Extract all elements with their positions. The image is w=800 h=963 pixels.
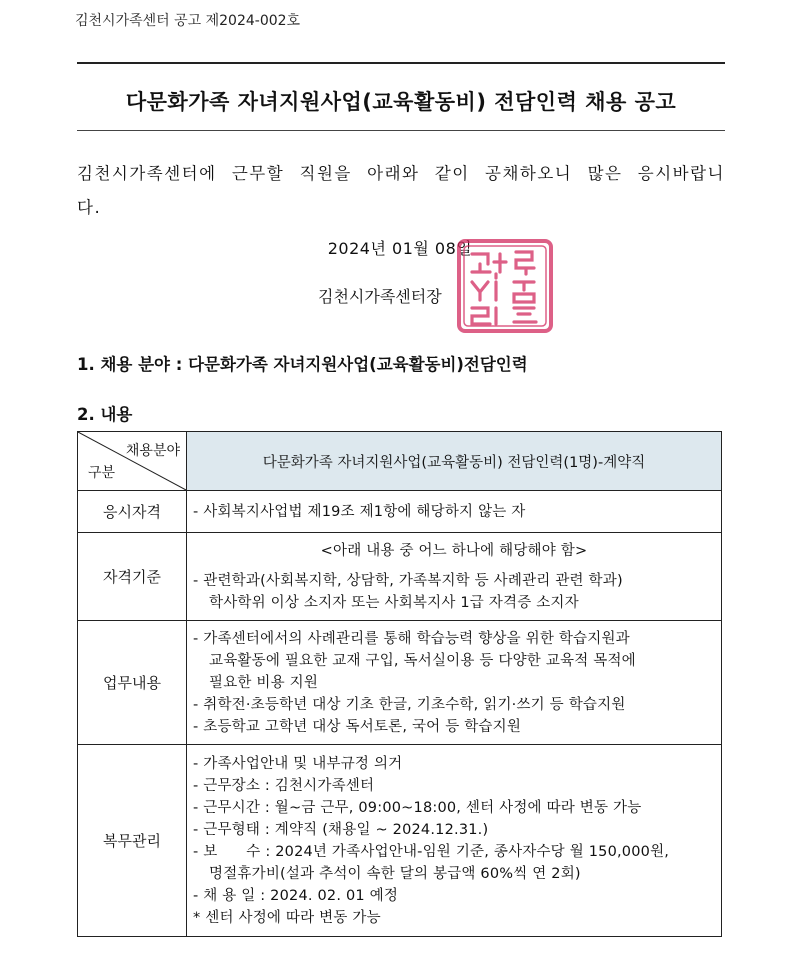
row-label: 복무관리: [78, 745, 187, 937]
section-2-heading: 2. 내용: [77, 405, 133, 424]
notice-date: 2024년 01월 08일: [327, 239, 473, 258]
title-bottom-rule: [77, 130, 725, 131]
content-line: 교육활동에 필요한 교재 구입, 독서실이용 등 다양한 교육적 목적에: [209, 652, 636, 669]
recruitment-table: [77, 431, 722, 937]
header-title-cell: 다문화가족 자녀지원사업(교육활동비) 전담인력(1명)-계약직: [187, 432, 722, 491]
content-line: - 근무시간 : 월~금 근무, 09:00~18:00, 센터 사정에 따라 변동 가능: [193, 799, 642, 816]
row-label: 자격기준: [78, 533, 187, 621]
content-line: 필요한 비용 지원: [209, 674, 319, 691]
document-title: 다문화가족 자녀지원사업(교육활동비) 전담인력 채용 공고: [125, 90, 677, 114]
section-1-heading: 1. 채용 분야 : 다문화가족 자녀지원사업(교육활동비)전담인력: [77, 355, 528, 374]
table-row: [78, 621, 722, 745]
row-label: 업무내용: [78, 621, 187, 745]
content-line: - 채 용 일 : 2024. 02. 01 예정: [193, 887, 399, 904]
content-line: * 센터 사정에 따라 변동 가능: [193, 909, 381, 926]
content-line: - 가족센터에서의 사례관리를 통해 학습능력 향상을 위한 학습지원과: [193, 630, 630, 647]
content-line: - 보 수 : 2024년 가족사업안내-임원 기준, 종사자수당 월 150,000원,: [193, 843, 670, 860]
content-line: - 근무장소 : 김천시가족센터: [193, 777, 375, 794]
content-line: 학사학위 이상 소지자 또는 사회복지사 1급 자격증 소지자: [209, 594, 579, 611]
table-row: [78, 491, 722, 533]
content-line: - 초등학교 고학년 대상 독서토론, 국어 등 학습지원: [193, 718, 522, 735]
table-row: [78, 533, 722, 621]
content-line: - 사회복지사업법 제19조 제1항에 해당하지 않는 자: [193, 503, 526, 520]
content-line: - 취학전·초등학년 대상 기초 한글, 기초수학, 읽기·쓰기 등 학습지원: [193, 696, 626, 713]
content-line: - 관련학과(사회복지학, 상담학, 가족복지학 등 사례관리 관련 학과): [193, 572, 623, 589]
row-content: [187, 533, 722, 621]
content-line: - 근무형태 : 계약직 (채용일 ~ 2024.12.31.): [193, 821, 489, 838]
table-header-row: [78, 432, 722, 491]
notice-number: 김천시가족센터 공고 제2024-002호: [75, 13, 301, 29]
issuer-name: 김천시가족센터장: [318, 287, 442, 306]
corner-label-field: 채용분야: [125, 443, 180, 459]
intro-paragraph: 김천시가족센터에 근무할 직원을 아래와 같이 공채하오니 많은 응시바랍니다.: [77, 164, 725, 217]
header-corner-cell: [78, 432, 187, 491]
official-seal-icon: [456, 238, 554, 334]
content-line: <아래 내용 중 어느 하나에 해당해야 함>: [320, 542, 588, 559]
row-content: [187, 621, 722, 745]
title-top-rule: [77, 62, 725, 64]
row-content: [187, 745, 722, 937]
content-line: 명절휴가비(설과 추석이 속한 달의 봉급액 60%씩 연 2회): [209, 865, 581, 882]
table-row: [78, 745, 722, 937]
row-label: 응시자격: [78, 491, 187, 533]
row-content: [187, 491, 722, 533]
corner-label-category: 구분: [88, 465, 116, 481]
content-line: - 가족사업안내 및 내부규정 의거: [193, 755, 403, 772]
